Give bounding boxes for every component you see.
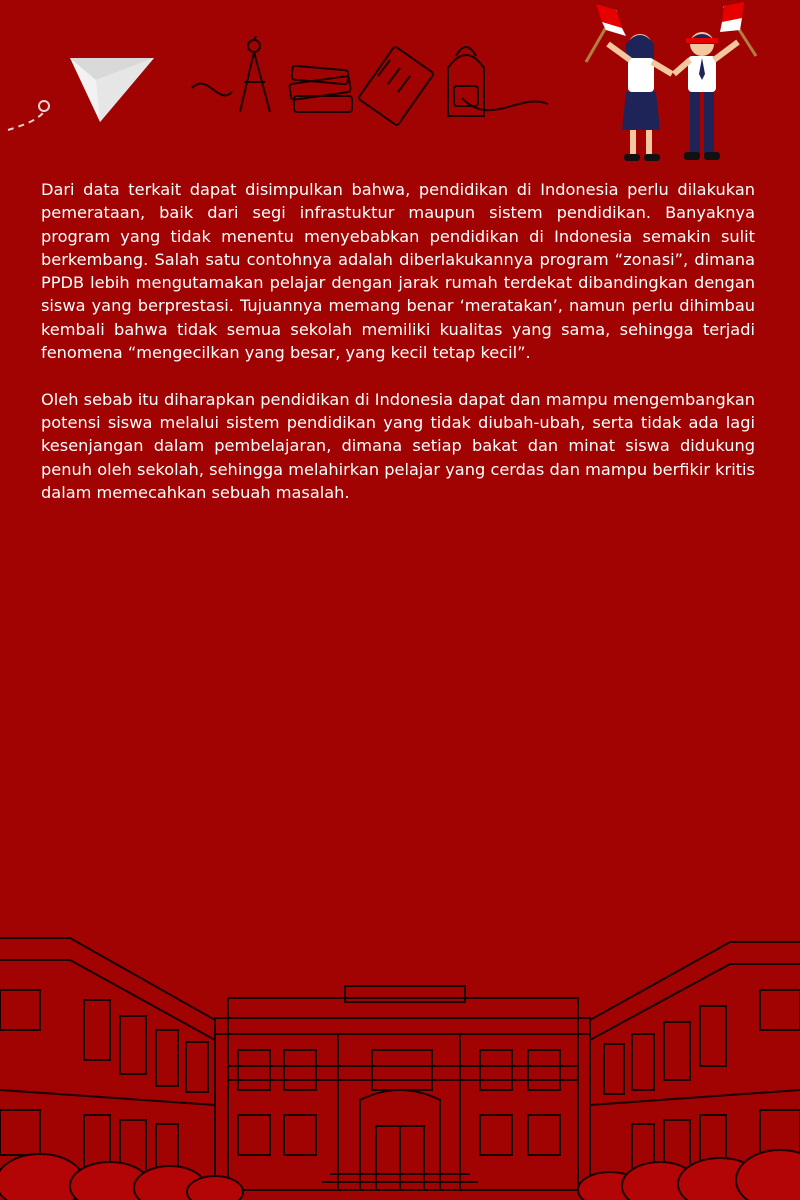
paragraph-hope: Oleh sebab itu diharapkan pendidikan di Indonesia dapat dan mampu mengembangkan potensi siswa melalui sistem pendidikan yang tidak diubah-ubah, serta tidak ada lagi kesenjangan dalam pembelajaran, dimana setiap bakat dan minat siswa didukung penuh oleh sekolah, sehingga melahirkan pelajar yang cerdas dan mampu berfikir kritis dalam memecahkan sebuah masalah. xyxy=(41,389,755,502)
article-body xyxy=(41,178,755,527)
students-with-flags-illustration xyxy=(578,0,800,170)
compass-icon xyxy=(240,36,270,112)
backpack-icon xyxy=(448,47,484,116)
books-icon xyxy=(289,66,352,112)
top-decoration xyxy=(0,0,560,140)
student-girl xyxy=(608,34,672,161)
student-boy xyxy=(674,32,738,160)
paper-plane-icon xyxy=(8,58,154,130)
paragraph-conclusion: Dari data terkait dapat disimpulkan bahwa, pendidikan di Indonesia perlu dilakukan pemerataan, baik dari segi infrastuktur maupun sistem pendidikan. Banyaknya program yang tidak menentu menyebabkan pendidikan di Indonesia semakin sulit berkembang. Salah satu contohnya adalah diberlakukannya program “zonasi”, dimana PPDB lebih mengutamakan pelajar dengan jarak rumah terdekat dibandingkan dengan siswa yang berprestasi. Tujuannya memang benar ‘meratakan’, namun perlu dihimbau kembali bahwa tidak semua sekolah memiliki kualitas yang sama, sehingga terjadi fenomena “mengecilkan yang besar, yang kecil tetap kecil”. xyxy=(41,180,755,363)
school-building-illustration xyxy=(0,930,800,1200)
notebook-icon xyxy=(358,46,434,126)
